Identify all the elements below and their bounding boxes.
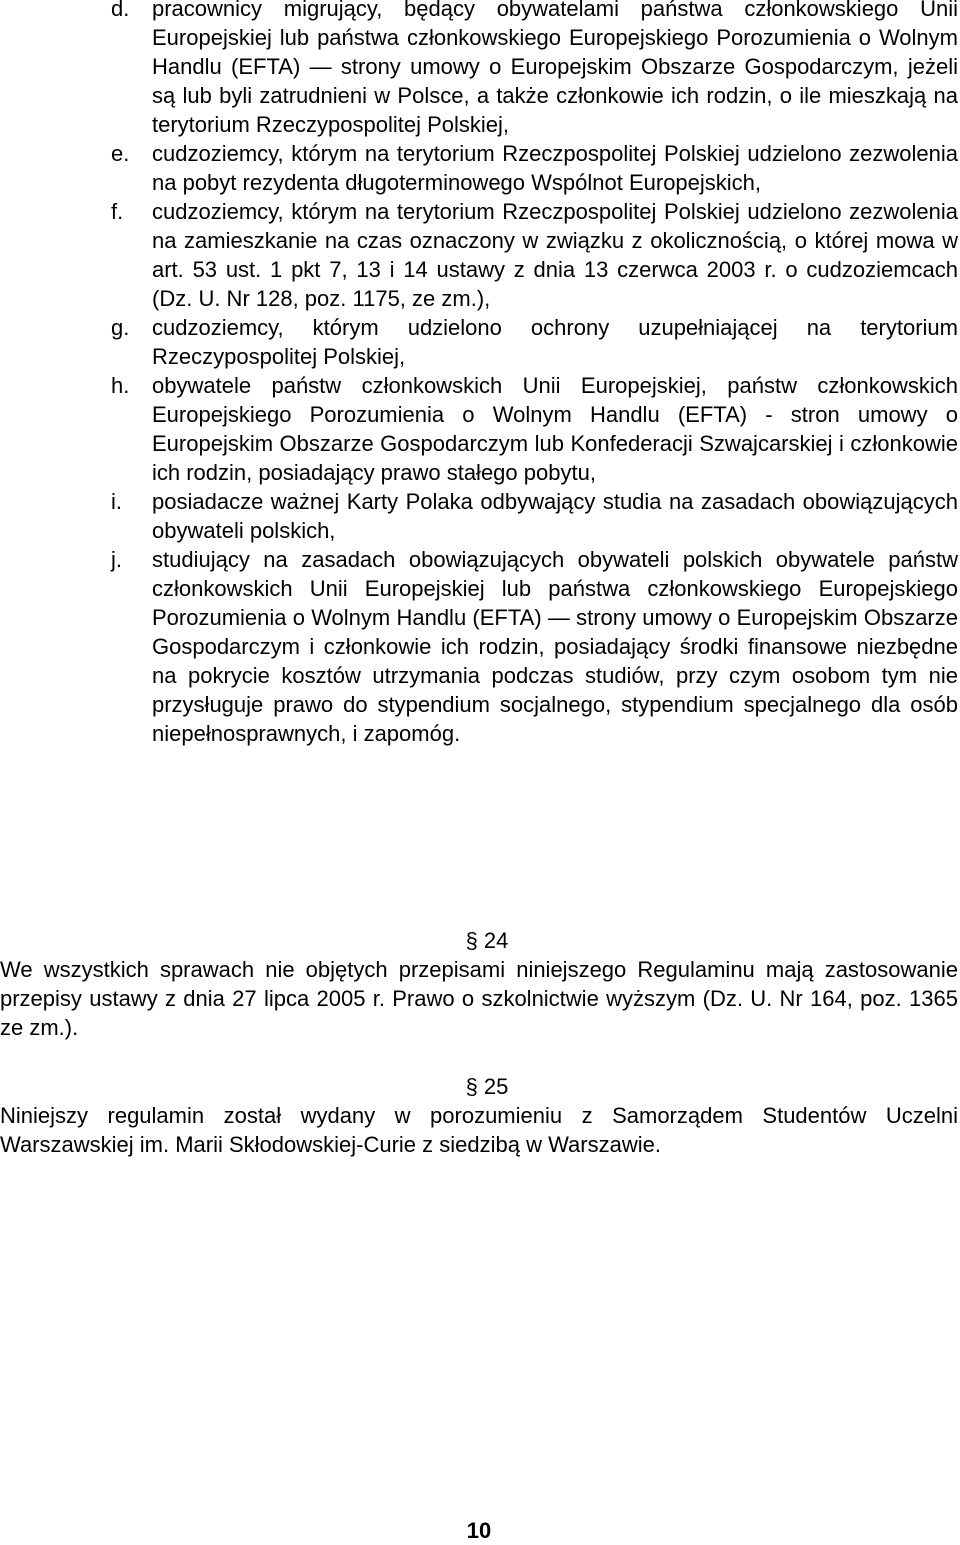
list-marker: i. <box>111 489 122 514</box>
list-item-text: cudzoziemcy, którym na terytorium Rzeczpospolitej Polskiej udzielono zezwolenia na zamieszkanie na czas oznaczony w związku z okolicznością, o której mowa w art. 53 ust. 1 pkt 7, 13 i 14 ustawy z dnia 13 czerwca 2003 r. o cudzoziemcach (Dz. U. Nr 128, poz. 1175, ze zm.), <box>152 199 958 311</box>
list-marker: d. <box>111 0 130 21</box>
list-item-f <box>0 197 958 313</box>
list-item-g <box>0 313 958 371</box>
page-number: 10 <box>466 1518 492 1543</box>
list-item-text: pracownicy migrujący, będący obywatelami państwa członkowskiego Unii Europejskiej lub państwa członkowskiego Europejskiego Porozumienia o Wolnym Handlu (EFTA) — strony umowy o Europejskim Obszarze Gospodarczym, jeżeli są lub byli zatrudnieni w Polsce, a także członkowie ich rodzin, o ile mieszkają na terytorium Rzeczypospolitej Polskiej, <box>152 0 958 137</box>
section-25 <box>0 1072 958 1159</box>
section-24 <box>0 926 958 1042</box>
list-item-text: studiujący na zasadach obowiązujących obywateli polskich obywatele państw członkowskich Unii Europejskiej lub państwa członkowskiego Europejskiego Porozumienia o Wolnym Handlu (EFTA) — strony umowy o Europejskim Obszarze Gospodarczym i członkowie ich rodzin, posiadający środki finansowe niezbędne na pokrycie kosztów utrzymania podczas studiów, przy czym osobom tym nie przysługuje prawo do stypendium socjalnego, stypendium specjalnego dla osób niepełnosprawnych, i zapomóg. <box>152 547 958 746</box>
section-24-text: We wszystkich sprawach nie objętych przepisami niniejszego Regulaminu mają zastosowanie przepisy ustawy z dnia 27 lipca 2005 r. Prawo o szkolnictwie wyższym (Dz. U. Nr 164, poz. 1365 ze zm.). <box>0 957 958 1040</box>
list-item-text: obywatele państw członkowskich Unii Europejskiej, państw członkowskich Europejskiego Porozumienia o Wolnym Handlu (EFTA) - stron umowy o Europejskim Obszarze Gospodarczym lub Konfederacji Szwajcarskiej i członkowie ich rodzin, posiadający prawo stałego pobytu, <box>152 373 958 485</box>
list-marker: g. <box>111 315 130 340</box>
list-marker: j. <box>111 547 122 572</box>
section-24-heading: § 24 <box>465 928 509 953</box>
section-25-text: Niniejszy regulamin został wydany w porozumieniu z Samorządem Studentów Uczelni Warszawskiej im. Marii Skłodowskiej-Curie z siedzibą w Warszawie. <box>0 1103 958 1157</box>
list-item-text: posiadacze ważnej Karty Polaka odbywający studia na zasadach obowiązujących obywateli polskich, <box>152 489 958 543</box>
list-item-d <box>0 0 958 139</box>
list-item-text: cudzoziemcy, którym udzielono ochrony uzupełniającej na terytorium Rzeczypospolitej Polskiej, <box>152 315 958 369</box>
list-item-e <box>0 139 958 197</box>
list-item-h <box>0 371 958 487</box>
eligibility-list <box>0 0 958 748</box>
list-item-text: cudzoziemcy, którym na terytorium Rzeczpospolitej Polskiej udzielono zezwolenia na pobyt rezydenta długoterminowego Wspólnot Europejskich, <box>152 141 958 195</box>
list-item-j <box>0 545 958 748</box>
section-25-heading: § 25 <box>465 1074 509 1099</box>
list-marker: f. <box>111 199 124 224</box>
list-marker: h. <box>111 373 130 398</box>
list-marker: e. <box>111 141 130 166</box>
list-item-i <box>0 487 958 545</box>
